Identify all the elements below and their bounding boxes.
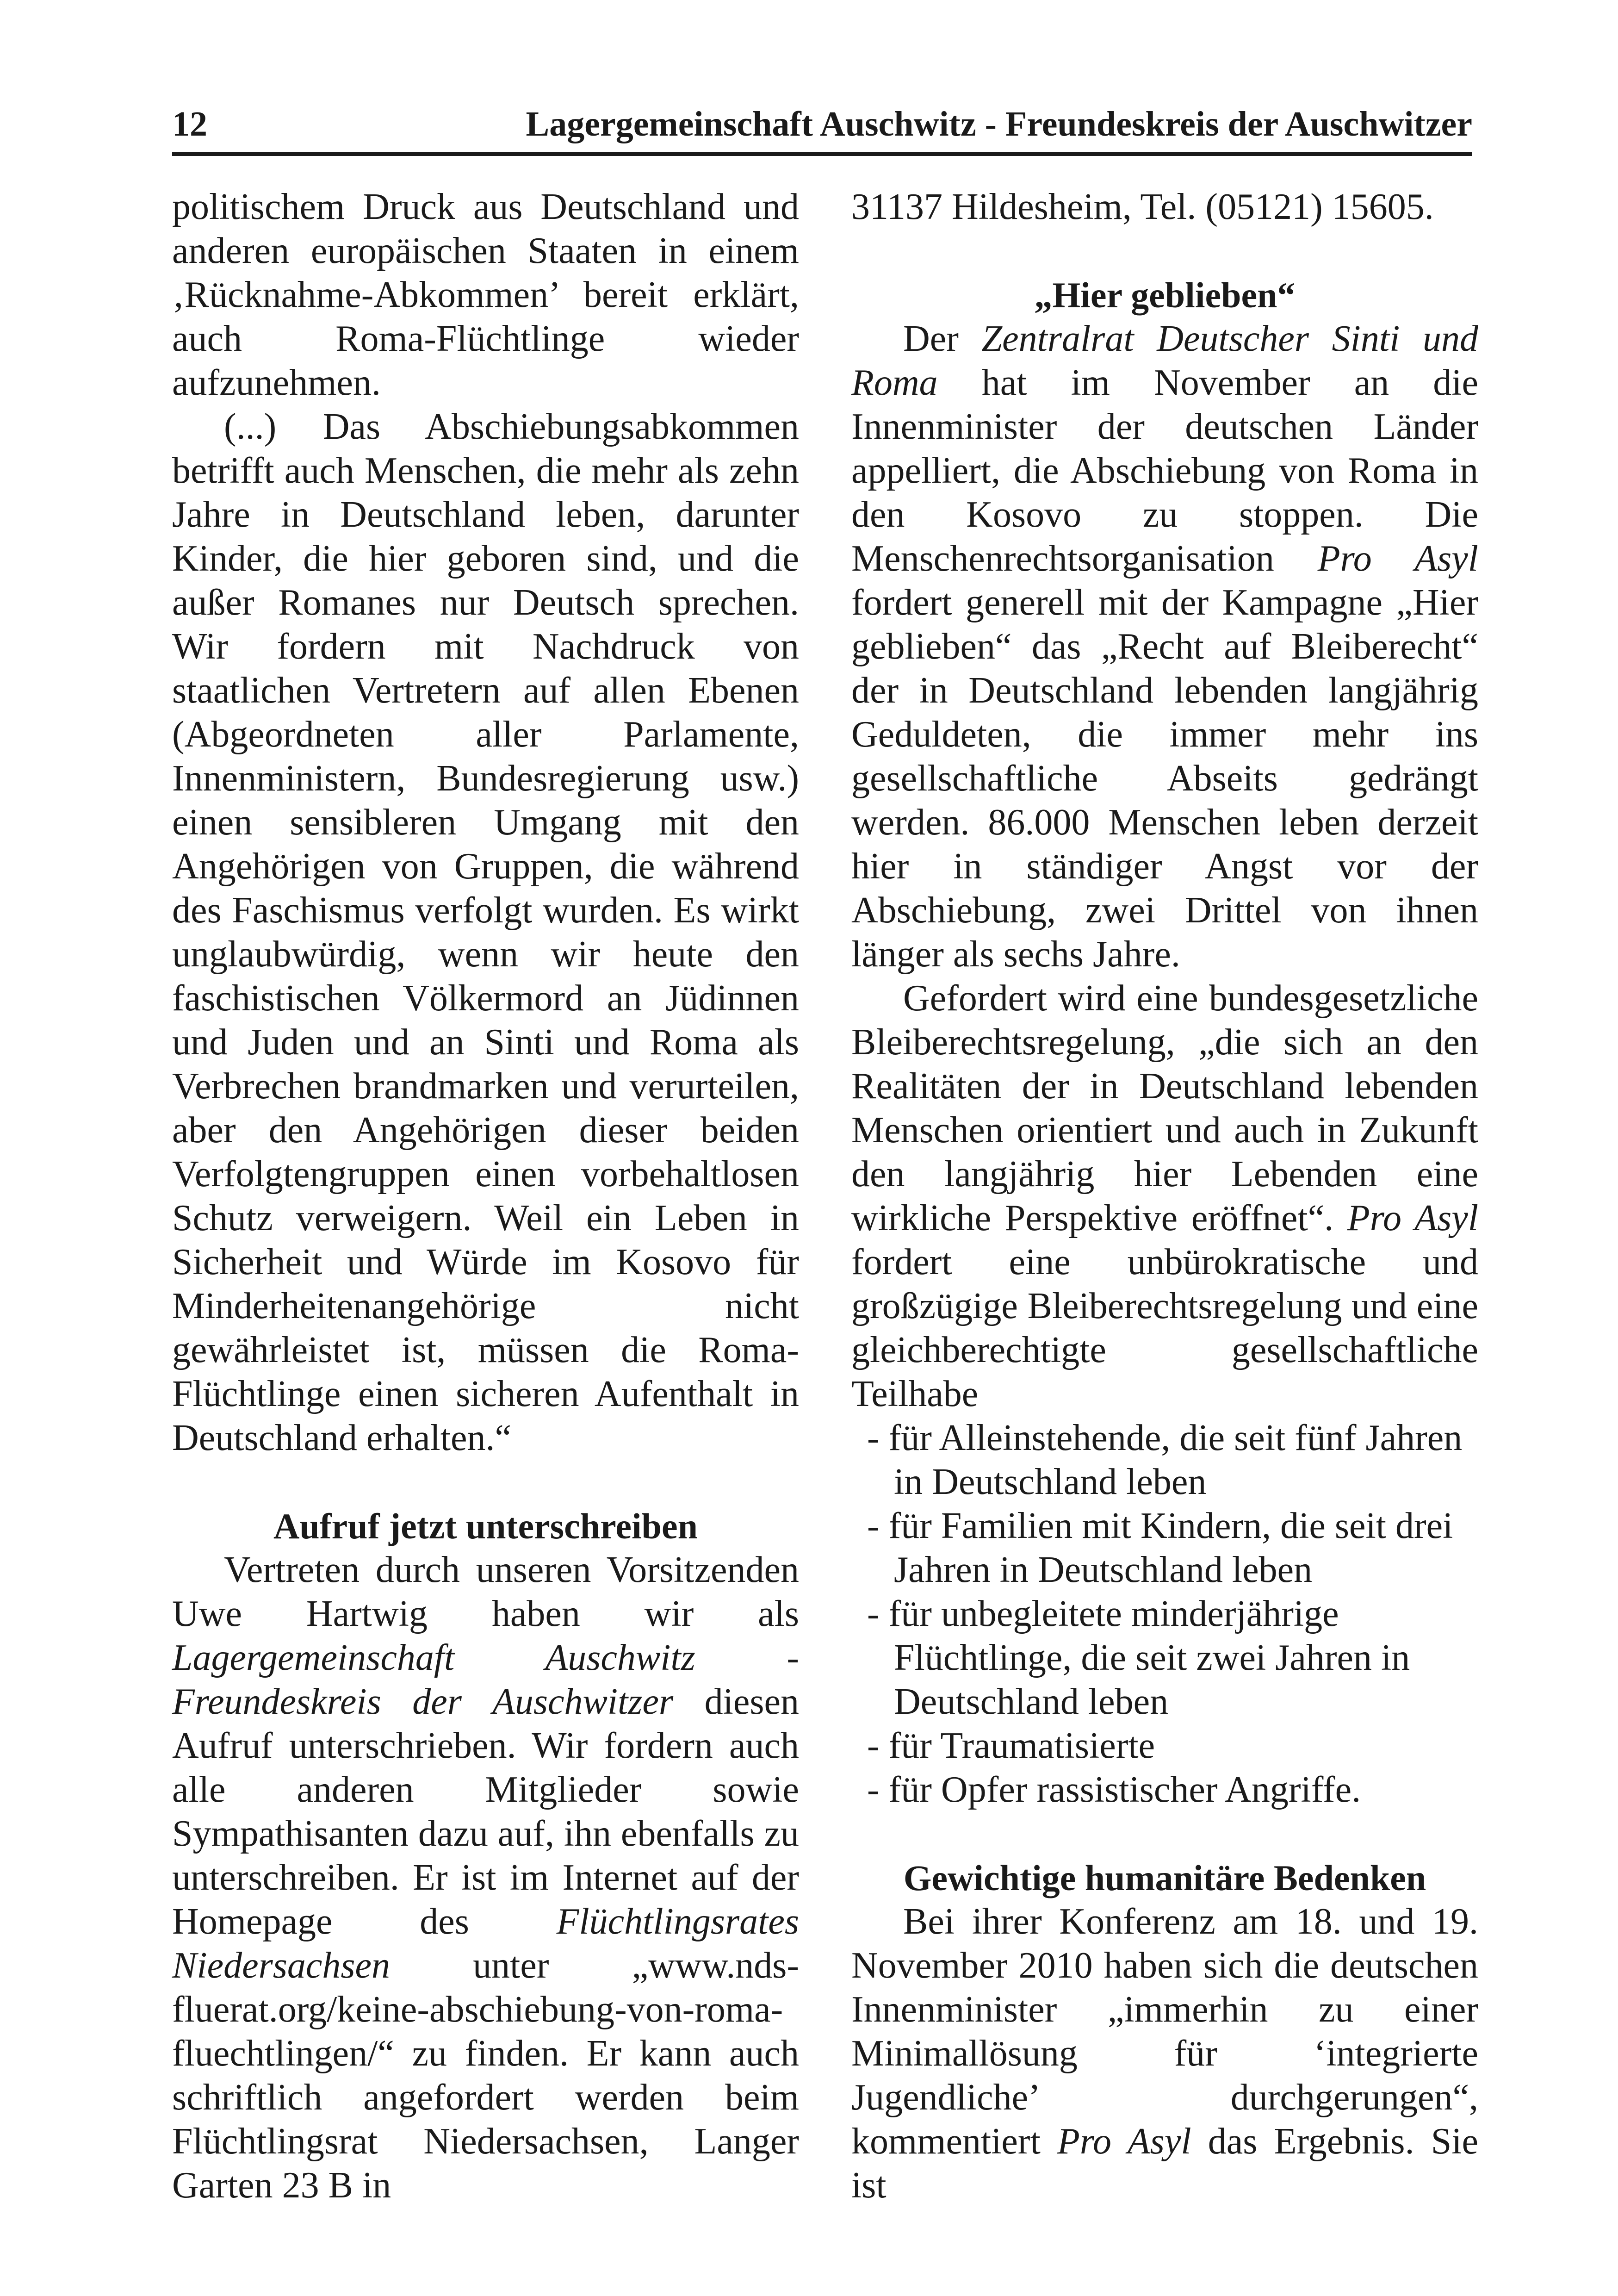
paragraph-zentralrat: Der Zentralrat Deutscher Sinti und Roma hat im November an die Innenminister der deutschen Länder appelliert, die Abschiebung von Roma in den Kosovo zu stoppen. Die Menschenrechtsorganisation Pro Asyl fordert generell mit der Kampagne „Hier geblieben“ das „Recht auf Bleiberecht“ der in Deutschland lebenden langjährig Geduldeten, die immer mehr ins gesellschaftliche Abseits gedrängt werden. 86.000 Menschen leben derzeit hier in ständiger Angst vor der Abschiebung, zwei Drittel von ihnen länger als sechs Jahre. [851, 318, 1478, 975]
paragraph-gefordert: Gefordert wird eine bundesgesetzliche Bleiberechtsregelung, „die sich an den Realitäten der in Deutschland lebenden Menschen orientiert und auch in Zukunft den langjährig hier Lebenden eine wirkliche Perspektive eröffnet“. Pro Asyl fordert eine unbürokratische und großzügige Bleiberechtsregelung und eine gleichberechtigte gesellschaftliche Teilhabe [851, 978, 1478, 1414]
right-column [851, 185, 1478, 2208]
paragraph-aufruf: Vertreten durch unseren Vorsitzenden Uwe Hartwig haben wir als Lagergemeinschaft Auschwitz - Freundeskreis der Auschwitzer diesen Aufruf unterschrieben. Wir fordern auch alle anderen Mitglieder sowie Sympathisanten dazu auf, ihn ebenfalls zu unterschreiben. Er ist im Internet auf der Homepage des Flüchtlingsrates Niedersachsen unter „www.nds-fluerat.org/keine-abschiebung-von-roma-fluechtlingen/“ zu finden. Er kann auch schriftlich angefordert werden beim Flüchtlingsrat Niedersachsen, Langer Garten 23 B in [172, 1549, 800, 2206]
list-item: - für Familien mit Kindern, die seit drei Jahren in Deutschland leben [867, 1506, 1453, 1590]
page-header [172, 101, 1472, 156]
section-heading-hier-geblieben: „Hier geblieben“ [1034, 275, 1296, 315]
list-item: - für Opfer rassistischer Angriffe. [867, 1769, 1361, 1810]
section-heading-bedenken: Gewichtige humanitäre Bedenken [903, 1858, 1426, 1898]
list-item: - für Traumatisierte [867, 1725, 1155, 1766]
paragraph-quote: (...) Das Abschiebungsabkommen betrifft auch Menschen, die mehr als zehn Jahre in Deutschland leben, darunter Kinder, die hier geboren sind, und die außer Romanes nur Deutsch sprechen. Wir fordern mit Nachdruck von staatlichen Vertretern auf allen Ebenen (Abgeordneten aller Parlamente, Innenministern, Bundesregierung usw.) einen sensibleren Umgang mit den Angehörigen von Gruppen, die während des Faschismus verfolgt wurden. Es wirkt unglaubwürdig, wenn wir heute den faschistischen Völkermord an Jüdinnen und Juden und an Sinti und Roma als Verbrechen brandmarken und verurteilen, aber den Angehörigen dieser beiden Verfolgtengruppen einen vorbehaltlosen Schutz verweigern. Weil ein Leben in Sicherheit und Würde im Kosovo für Minderheitenangehörige nicht gewährleistet ist, müssen die Roma-Flüchtlinge einen sicheren Aufenthalt in Deutschland erhalten.“ [172, 406, 799, 1458]
paragraph-address: 31137 Hildesheim, Tel. (05121) 15605. [851, 187, 1434, 227]
page-number: 12 [172, 105, 207, 143]
paragraph-konferenz: Bei ihrer Konferenz am 18. und 19. November 2010 haben sich die deutschen Innenminister „immerhin zu einer Minimallösung für ‘integrierte Jugendliche’ durchgerungen“, kommentiert Pro Asyl das Ergebnis. Sie ist [851, 1901, 1479, 2206]
paragraph-continued: politischem Druck aus Deutschland und anderen europäischen Staaten in einem ‚Rücknahme-Abkommen’ bereit erklärt, auch Roma-Flüchtlinge wieder aufzunehmen. [172, 187, 799, 403]
running-title: Lagergemeinschaft Auschwitz - Freundeskreis der Auschwitzer [526, 105, 1472, 143]
list-item: - für Alleinstehende, die seit fünf Jahren in Deutschland leben [867, 1418, 1463, 1502]
section-heading-aufruf: Aufruf jetzt unterschreiben [273, 1506, 698, 1546]
list-item: - für unbegleitete minderjährige Flüchtlinge, die seit zwei Jahren in Deutschland leben [867, 1593, 1410, 1722]
bullet-list [851, 1416, 1478, 1812]
left-column [172, 185, 799, 2208]
